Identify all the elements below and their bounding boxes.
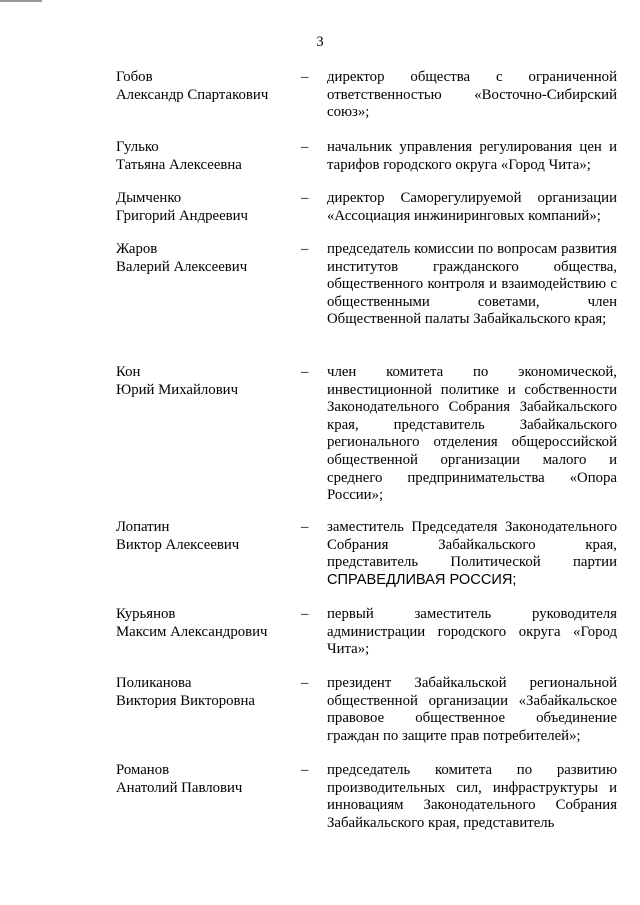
- member-description: начальник управления регулирования цен и тарифов городского округа «Город Чита»;: [327, 139, 617, 173]
- member-given-names: Виктория Викторовна: [116, 692, 255, 709]
- page-number: 3: [316, 34, 324, 50]
- member-given-names: Татьяна Алексеевна: [116, 156, 242, 173]
- member-name: [116, 519, 291, 554]
- member-given-names: Александр Спартакович: [116, 86, 269, 103]
- member-surname: Гобов: [116, 69, 153, 85]
- member-surname: Кон: [116, 364, 141, 380]
- member-given-names: Анатолий Павлович: [116, 779, 243, 796]
- member-given-names: Валерий Алексеевич: [116, 258, 248, 275]
- member-surname: Поликанова: [116, 675, 192, 691]
- dash-separator: –: [301, 139, 309, 155]
- dash-separator: –: [301, 241, 309, 257]
- dash-separator: –: [301, 606, 309, 622]
- member-description: первый заместитель руководителя администрации городского округа «Город Чита»;: [327, 606, 617, 658]
- member-name: [116, 241, 291, 276]
- dash-separator: –: [301, 69, 309, 85]
- corner-scan-mark: [0, 0, 42, 2]
- member-description: директор общества с ограниченной ответственностью «Восточно-Сибирский союз»;: [327, 69, 617, 121]
- member-given-names: Юрий Михайлович: [116, 381, 239, 398]
- member-description: [327, 519, 617, 589]
- member-description-text: заместитель Председателя Законодательного Собрания Забайкальского края, представитель Политической партии: [327, 519, 617, 571]
- member-surname: Дымченко: [116, 190, 182, 206]
- party-name-caps: СПРАВЕДЛИВАЯ РОССИЯ;: [327, 571, 517, 588]
- member-surname: Жаров: [116, 241, 158, 257]
- member-given-names: Виктор Алексеевич: [116, 536, 240, 553]
- member-surname: Романов: [116, 762, 170, 778]
- member-name: [116, 190, 291, 225]
- member-name: [116, 69, 291, 104]
- member-description: директор Саморегулируемой организации «Ассоциация инжиниринговых компаний»;: [327, 190, 617, 224]
- member-description: президент Забайкальской региональной общественной организации «Забайкальское правовое общественное объединение граждан по защите прав потребителей»;: [327, 675, 617, 744]
- member-given-names: Григорий Андреевич: [116, 207, 248, 224]
- member-description: председатель комиссии по вопросам развития институтов гражданского общества, общественного контроля и взаимодействию с общественными советами, член Общественной палаты Забайкальского края;: [327, 241, 617, 328]
- member-surname: Гулько: [116, 139, 159, 155]
- member-given-names: Максим Александрович: [116, 623, 268, 640]
- dash-separator: –: [301, 675, 309, 691]
- dash-separator: –: [301, 190, 309, 206]
- member-name: [116, 675, 291, 710]
- member-name: [116, 364, 291, 399]
- dash-separator: –: [301, 364, 309, 380]
- member-surname: Курьянов: [116, 606, 176, 622]
- member-name: [116, 139, 291, 174]
- member-description: член комитета по экономической, инвестиционной политике и собственности Законодательного Собрания Забайкальского края, представитель Забайкальского регионального отделения общероссийской общественной организации малого и среднего предпринимательства «Опора России»;: [327, 364, 617, 504]
- member-name: [116, 762, 291, 797]
- dash-separator: –: [301, 519, 309, 535]
- member-description: председатель комитета по развитию производительных сил, инфраструктуры и инновациям Законодательного Собрания Забайкальского края, представитель: [327, 762, 617, 831]
- member-surname: Лопатин: [116, 519, 170, 535]
- dash-separator: –: [301, 762, 309, 778]
- member-name: [116, 606, 291, 641]
